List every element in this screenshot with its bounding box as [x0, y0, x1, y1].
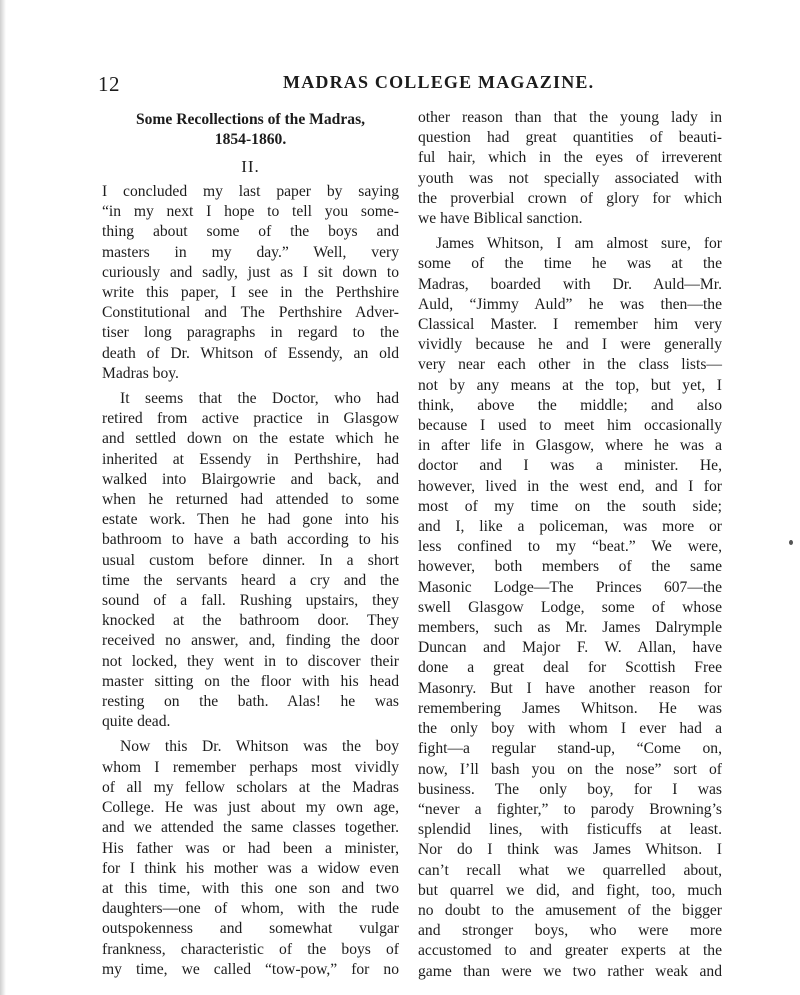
- text-line: write this paper, I see in the Perthshire: [102, 284, 399, 302]
- text-line: for I think his mother was a widow even: [102, 859, 399, 877]
- text-line: can’t recall what we quarrelled about,: [418, 861, 722, 879]
- text-line: think, above the middle; and also: [418, 396, 722, 414]
- text-line: master sitting on the floor with his head: [102, 672, 399, 690]
- paragraph: [418, 234, 722, 982]
- right-column: [418, 108, 722, 982]
- text-line: however, lived in the west end, and I for: [418, 477, 722, 495]
- page-edge-shadow: [0, 0, 6, 995]
- text-line: thing about some of the boys and: [102, 223, 399, 241]
- article-part-number: II.: [241, 157, 260, 176]
- paragraph: [102, 182, 399, 384]
- text-line: whom I remember perhaps most vividly: [102, 758, 399, 776]
- text-line: less confined to my “beat.” We were,: [418, 538, 722, 556]
- text-line: now, I’ll bash you on the nose” sort of: [418, 760, 722, 778]
- text-line: quite dead.: [102, 713, 171, 731]
- text-line: Madras, boarded with Dr. Auld—Mr.: [418, 275, 722, 293]
- text-line: “in my next I hope to tell you some-: [102, 203, 399, 221]
- text-line: and we attended the same classes together.: [102, 819, 399, 837]
- text-line: Masonry. But I have another reason for: [418, 679, 722, 697]
- text-line: received no answer, and, finding the door: [102, 632, 399, 650]
- text-line: Classical Master. I remember him very: [418, 316, 722, 334]
- text-line: members, such as Mr. James Dalrymple: [418, 619, 722, 637]
- text-line: masters in my day.” Well, very: [102, 243, 399, 261]
- text-line: vividly because he and I were generally: [418, 336, 722, 354]
- article-title: [102, 110, 399, 150]
- text-line: inherited at Essendy in Perthshire, had: [102, 450, 399, 468]
- text-line: daughters—one of whom, with the rude: [102, 900, 399, 918]
- article-title-line: Some Recollections of the Madras,: [135, 111, 366, 128]
- text-line: Duncan and Major F. W. Allan, have: [418, 639, 722, 657]
- text-line: frankness, characteristic of the boys of: [102, 940, 399, 958]
- running-head: MADRAS COLLEGE MAGAZINE.: [283, 72, 595, 92]
- text-line: no doubt to the amusement of the bigger: [418, 901, 722, 919]
- text-line: retired from active practice in Glasgow: [102, 410, 399, 428]
- text-line: Auld, “Jimmy Auld” he was then—the: [418, 295, 722, 313]
- text-line: not by any means at the top, but yet, I: [418, 376, 722, 394]
- text-line: the proverbial crown of glory for which: [418, 189, 722, 207]
- paragraph: [102, 737, 399, 979]
- text-line: and I, like a policeman, was more or: [418, 518, 722, 536]
- text-line: death of Dr. Whitson of Essendy, an old: [102, 344, 399, 362]
- text-line: not locked, they went in to discover their: [102, 652, 399, 670]
- text-line: some of the time he was at the: [418, 255, 722, 273]
- text-line: ful hair, which in the eyes of irreverent: [418, 149, 722, 167]
- text-line: knocked at the bathroom door. They: [102, 612, 399, 630]
- text-line: It seems that the Doctor, who had: [120, 390, 399, 408]
- text-line: doctor and I was a minister. He,: [418, 457, 722, 475]
- text-line: question had great quantities of beauti-: [418, 129, 722, 147]
- text-line: walked into Blairgowrie and back, and: [102, 470, 399, 488]
- text-line: remembering James Whitson. He was: [418, 699, 722, 717]
- text-line: splendid lines, with fisticuffs at least.: [418, 821, 722, 839]
- text-line: tiser long paragraphs in regard to the: [102, 324, 399, 342]
- text-line: we have Biblical sanction.: [418, 210, 583, 228]
- text-line: youth was not specially associated with: [418, 169, 722, 187]
- text-line: at this time, with this one son and two: [102, 879, 399, 897]
- text-line: “never a fighter,” to parody Browning’s: [418, 800, 722, 818]
- text-line: swell Glasgow Lodge, some of whose: [418, 598, 722, 616]
- text-line: the only boy with whom I ever had a: [418, 720, 722, 738]
- page-number: 12: [98, 72, 120, 96]
- text-line: and stronger boys, who were more: [418, 922, 722, 940]
- text-line: sound of a fall. Rushing upstairs, they: [102, 592, 399, 610]
- text-line: fight—a regular stand-up, “Come on,: [418, 740, 722, 758]
- text-line: but quarrel we did, and fight, too, much: [418, 881, 722, 899]
- text-line: because I used to meet him occasionally: [418, 417, 722, 435]
- text-line: College. He was just about my own age,: [102, 799, 399, 817]
- text-line: in after life in Glasgow, where he was a: [418, 437, 722, 455]
- text-line: other reason than that the young lady in: [418, 109, 722, 126]
- text-line: usual custom before dinner. In a short: [102, 551, 399, 569]
- text-line: accustomed to and greater experts at the: [418, 942, 722, 960]
- text-line: however, both members of the same: [418, 558, 722, 576]
- text-line: Nor do I think was James Whitson. I: [418, 841, 722, 859]
- text-line: curiously and sadly, just as I sit down to: [102, 263, 399, 281]
- text-line: outspokenness and somewhat vulgar: [102, 920, 399, 938]
- text-line: James Whitson, I am almost sure, for: [436, 235, 722, 253]
- text-line: time the servants heard a cry and the: [102, 571, 399, 589]
- text-line: I concluded my last paper by saying: [102, 183, 399, 200]
- text-line: and settled down on the estate which he: [102, 430, 399, 448]
- text-line: most of my time on the south side;: [418, 497, 722, 515]
- text-line: Madras boy.: [102, 364, 179, 382]
- text-line: bathroom to have a bath according to his: [102, 531, 399, 549]
- text-line: very near each other in the class lists—: [418, 356, 722, 374]
- paragraph: [418, 108, 722, 229]
- text-line: estate work. Then he had gone into his: [102, 511, 399, 529]
- text-line: His father was or had been a minister,: [102, 839, 399, 857]
- text-line: business. The only boy, for I was: [418, 780, 722, 798]
- ink-speck: [789, 540, 793, 545]
- left-column: [102, 108, 399, 980]
- text-line: resting on the bath. Alas! he was: [102, 693, 399, 711]
- text-line: Now this Dr. Whitson was the boy: [120, 738, 399, 756]
- text-line: Constitutional and The Perthshire Adver-: [102, 304, 399, 322]
- text-line: when he returned had attended to some: [102, 491, 399, 509]
- text-line: game than were we two rather weak and: [418, 962, 722, 980]
- text-line: of all my fellow scholars at the Madras: [102, 778, 399, 796]
- text-line: Masonic Lodge—The Princes 607—the: [418, 578, 722, 596]
- text-line: done a great deal for Scottish Free: [418, 659, 722, 677]
- paragraph: [102, 389, 399, 732]
- text-line: my time, we called “tow-pow,” for no: [102, 960, 399, 978]
- article-title-line: 1854-1860.: [214, 131, 287, 148]
